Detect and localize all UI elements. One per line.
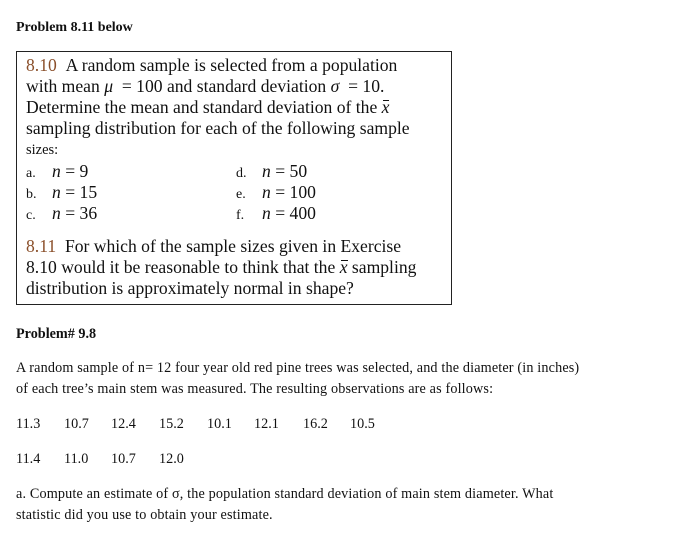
option-label: f. bbox=[236, 208, 245, 223]
question-line2: statistic did you use to obtain your estimate. bbox=[16, 507, 273, 523]
data-value: 10.7 bbox=[64, 416, 89, 432]
paragraph-line2: of each tree’s main stem was measured. The resulting observations are as follows: bbox=[16, 381, 494, 397]
ex811-line1-text: For which of the sample sizes given in Exercise bbox=[64, 236, 402, 256]
data-value: 11.3 bbox=[16, 416, 41, 432]
sigma-symbol: σ bbox=[330, 76, 340, 96]
mu-symbol: μ bbox=[104, 76, 114, 96]
ex811-line1 bbox=[26, 236, 401, 257]
ex810-line1-text: A random sample is selected from a population bbox=[65, 55, 398, 75]
data-value: 16.2 bbox=[303, 416, 328, 432]
data-value: 10.1 bbox=[207, 416, 232, 432]
data-row-1 bbox=[16, 416, 375, 433]
data-value: 12.0 bbox=[159, 451, 184, 467]
option-value: = 400 bbox=[275, 203, 316, 223]
ex810-line5: sizes: bbox=[26, 142, 59, 158]
data-value: 12.4 bbox=[111, 416, 136, 432]
option-d bbox=[236, 161, 307, 184]
option-var: n bbox=[262, 182, 271, 202]
option-var: n bbox=[262, 161, 271, 181]
ex810-line1 bbox=[26, 55, 397, 76]
ex810-line3-a: Determine the mean and standard deviation of the bbox=[26, 97, 378, 117]
option-f bbox=[236, 203, 316, 226]
problem-8-11-heading: Problem 8.11 below bbox=[16, 20, 133, 35]
ex810-line2-b: = 100 and standard deviation bbox=[121, 76, 327, 96]
option-a bbox=[26, 161, 88, 184]
data-row-2 bbox=[16, 451, 184, 468]
option-c bbox=[26, 203, 97, 226]
option-label: c. bbox=[26, 208, 36, 223]
data-value: 10.5 bbox=[350, 416, 375, 432]
ex810-line2 bbox=[26, 76, 384, 97]
option-value: = 15 bbox=[65, 182, 98, 202]
data-value: 11.0 bbox=[64, 451, 89, 467]
option-value: = 50 bbox=[275, 161, 308, 181]
problem-9-8-heading: Problem# 9.8 bbox=[16, 326, 97, 342]
option-var: n bbox=[262, 203, 271, 223]
option-label: a. bbox=[26, 166, 36, 181]
ex810-line4: sampling distribution for each of the following sample bbox=[26, 118, 410, 138]
option-var: n bbox=[52, 161, 61, 181]
ex811-line2 bbox=[26, 257, 416, 278]
ex810-line3 bbox=[26, 97, 389, 118]
ex811-number: 8.11 bbox=[26, 236, 57, 256]
question-line1: a. Compute an estimate of σ, the population standard deviation of main stem diameter. What bbox=[16, 486, 554, 502]
data-value: 10.7 bbox=[111, 451, 136, 467]
data-value: 12.1 bbox=[254, 416, 279, 432]
ex811-line2-b: sampling bbox=[351, 257, 417, 277]
xbar-symbol: x bbox=[339, 257, 348, 277]
ex811-line2-a: 8.10 would it be reasonable to think that the bbox=[26, 257, 336, 277]
data-value: 11.4 bbox=[16, 451, 41, 467]
option-b bbox=[26, 182, 97, 205]
ex810-number: 8.10 bbox=[26, 55, 57, 75]
option-var: n bbox=[52, 182, 61, 202]
option-label: e. bbox=[236, 187, 246, 202]
xbar-symbol: x bbox=[381, 97, 390, 117]
option-e bbox=[236, 182, 316, 205]
paragraph-line1: A random sample of n= 12 four year old red pine trees was selected, and the diameter (in inches) bbox=[16, 360, 580, 376]
option-value: = 36 bbox=[65, 203, 98, 223]
data-value: 15.2 bbox=[159, 416, 184, 432]
option-value: = 100 bbox=[275, 182, 316, 202]
option-label: b. bbox=[26, 187, 37, 202]
option-var: n bbox=[52, 203, 61, 223]
textbook-excerpt-box bbox=[16, 51, 452, 305]
ex811-line3: distribution is approximately normal in shape? bbox=[26, 278, 354, 298]
option-label: d. bbox=[236, 166, 247, 181]
ex810-line2-a: with mean bbox=[26, 76, 100, 96]
ex810-line2-c: = 10. bbox=[348, 76, 385, 96]
option-value: = 9 bbox=[65, 161, 89, 181]
